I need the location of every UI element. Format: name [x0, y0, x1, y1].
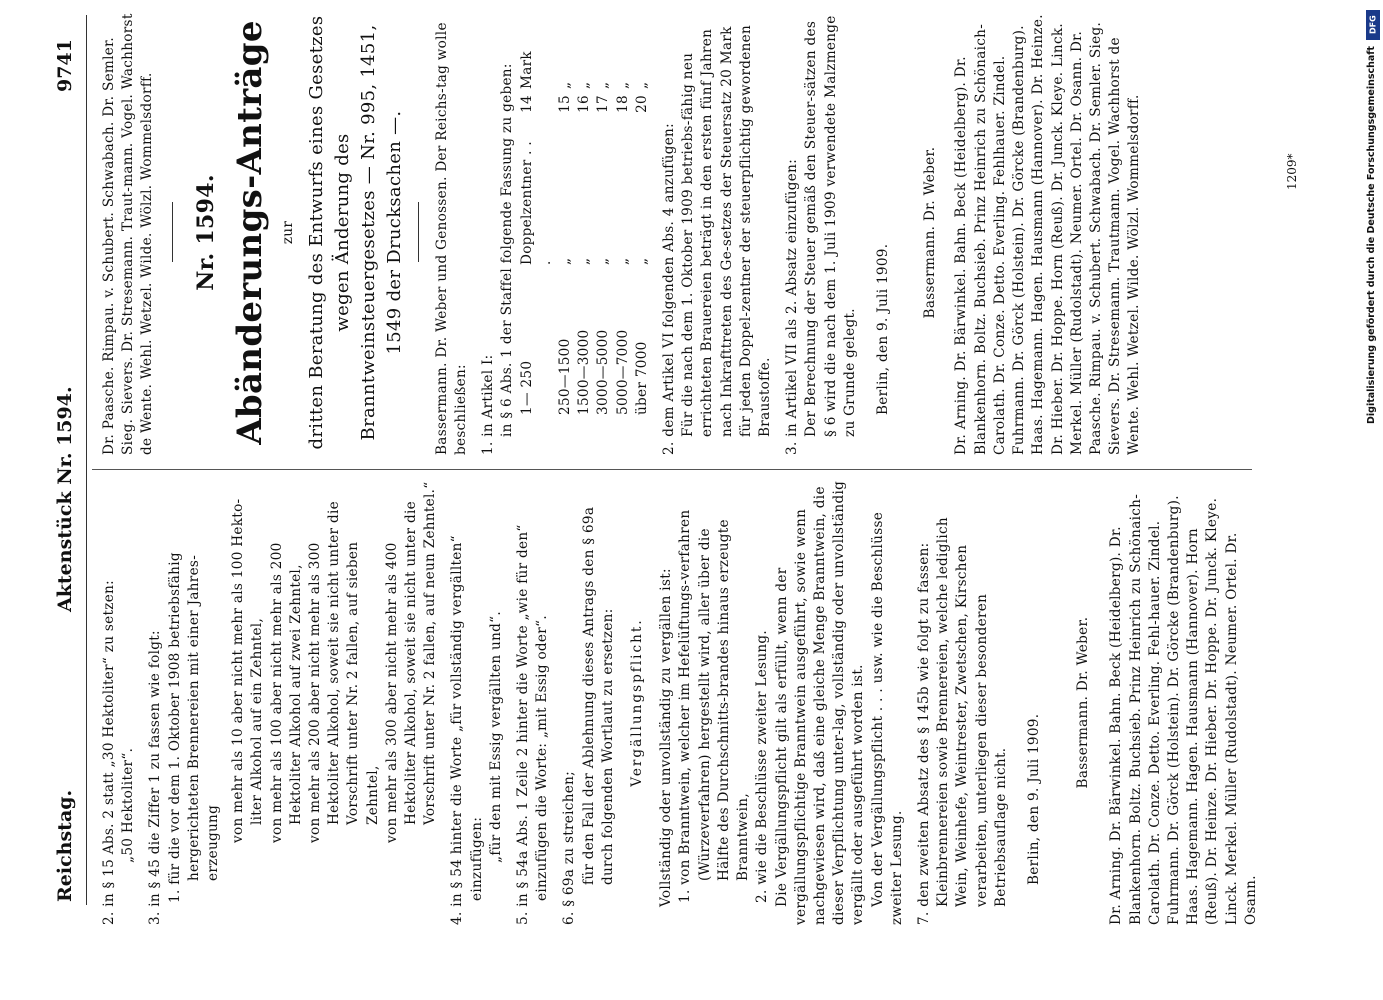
para-staffel-3: von mehr als 200 aber nicht mehr als 300 Hektoliter Alkohol, soweit sie nicht unter die Vorschrift unter Nr. 2 fallen, auf sieben Zehntel,	[307, 501, 381, 843]
footer-mark: 1209*	[1285, 153, 1299, 190]
staffel-unit: „	[557, 257, 574, 265]
staffel-currency: „	[614, 81, 631, 89]
para-item-6-alt: für den Fall der Ablehnung dieses Antrags den § 69a durch folgenden Wortlaut zu ersetzen:	[580, 506, 616, 885]
para-item-7: 7. den zweiten Absatz des § 145b wie folgt zu fassen:	[915, 542, 932, 925]
staffel-value: 20	[633, 95, 650, 113]
staffel-range: 3000—5000	[595, 329, 612, 415]
para-vergaellung-erfuellt: Die Vergällungspflicht gilt als erfüllt, wenn der vergällungspflichtige Branntwein ausgeführt, sowie wenn nachgewiesen wird, daß eine gleiche Menge Branntwein, die dieser Verpflichtung unter-lag, vollständig oder unvollständig vergällt oder ausgeführt worden ist.	[773, 480, 867, 925]
para-vergaellungspflicht-heading: Vergällungspflicht.	[629, 618, 646, 787]
article1-heading: 1. in Artikel I:	[480, 354, 497, 455]
staffel-range: 1— 250	[518, 360, 535, 415]
document-number: Nr. 1594.	[192, 174, 219, 291]
para-item-4-value: „für den mit Essig vergällten und“.	[487, 610, 504, 863]
para-vergaellung-intro: Vollständig oder unvollständig zu vergällen ist:	[658, 568, 675, 907]
staffel-value: 14	[518, 95, 535, 113]
article1-text: in § 6 Abs. 1 der Staffel folgende Fassung zu geben:	[499, 63, 516, 437]
left-column	[100, 480, 1261, 925]
right-column	[100, 10, 1145, 455]
staffel-row	[575, 10, 594, 455]
header-left: Reichstag.	[54, 789, 76, 902]
staffel-currency: „	[576, 81, 593, 89]
dfg-logo	[1366, 10, 1380, 40]
dfg-text: Digitalisierung gefördert durch die Deutsche Forschungsgemeinschaft	[1366, 46, 1377, 424]
motion-intro: Bassermann. Dr. Weber und Genossen. Der Reichs-tag wolle beschließen:	[433, 22, 470, 455]
right-signers: Dr. Arning. Dr. Bärwinkel. Bahn. Beck (Heidelberg). Dr. Blankenhorn. Boltz. Buchsieb. Prinz Heinrich zu Schönaich-Carolath. Dr. Conze. Detto. Everling. Fehlhauer. Zindel. Fuhrmann. Dr. Görck (Holstein). Dr. Görcke (Brandenburg). Haas. Hagemann. Hagen. Hausmann (Hannover). Dr. Heinze. Dr. Hieber. Dr. Hoppe. Horn (Reuß). Dr. Junck. Kleye. Linck. Merkel. Müller (Rudolstadt). Neumer. Ortel. Dr. Osann. Dr. Paasche. Rimpau. v. Schubert. Schwabach. Dr. Semler. Sieg. Sievers. Dr. Stresemann. Trautmann. Vogel. Wachhorst de Wente. Wehl. Wetzel. Wilde. Wölzl. Wommelsdorff.	[953, 14, 1143, 455]
para-item-2-value: „50 Hektoliter“.	[120, 747, 137, 863]
column-divider	[92, 469, 1252, 470]
para-vergaellung-1: 1. von Branntwein, welcher im Hefelüftungs-verfahren (Würzeverfahren) hergestellt wird, aller über die Hälfte des Durchschnitts-brandes hinaus erzeugte Branntwein,	[677, 509, 752, 903]
para-vergaellung-2: 2. wie die Beschlüsse zweiter Lesung.	[754, 629, 771, 903]
staffel-row	[614, 10, 633, 455]
staffel-row	[556, 10, 575, 455]
article6-text: Für die nach dem 1. Oktober 1909 betriebs-fähig neu errichteten Brauereien beträgt in den ersten fünf Jahren nach Inkrafttreten des Ge-setzes der Steuersatz 20 Mark für jeden Doppel-zentner der steuerpflichtig gewordenen Braustoffe.	[680, 24, 774, 437]
para-staffel-4: von mehr als 300 aber nicht mehr als 400 Hektoliter Alkohol, soweit sie nicht unter die Vorschrift unter Nr. 2 fallen, auf neun Zehntel.“	[383, 481, 439, 843]
document-title: Abänderungs-Anträge	[229, 20, 270, 445]
left-signers: Dr. Arning. Dr. Bärwinkel. Bahn. Beck (Heidelberg). Dr. Blankenhorn. Boltz. Buchsieb. Prinz Heinrich zu Schönaich-Carolath. Dr. Conze. Detto. Everling. Fehl-hauer. Zindel. Fuhrmann. Dr. Görck (Holstein). Dr. Görcke (Brandenburg). Haas. Hagemann. Hagen. Hausmann (Hannover). Horn (Reuß). Dr. Heinze. Dr. Hieber. Dr. Hoppe. Dr. Junck. Kleye. Linck. Merkel. Müller (Rudolstadt). Neumer. Ortel. Dr. Osann.	[1108, 493, 1259, 925]
rule-2	[418, 203, 419, 263]
page-number: 9741	[54, 39, 76, 92]
staffel-range: 5000—7000	[614, 329, 631, 415]
right-intro-signers: Dr. Paasche. Rimpau. v. Schubert. Schwabach. Dr. Semler. Sieg. Sievers. Dr. Stresemann. Traut-mann. Vogel. Wachhorst de Wente. Wehl. Wetzel. Wilde. Wölzl. Wommelsdorff.	[101, 13, 156, 455]
document-subtitle: dritten Beratung des Entwurfs eines Gesetzes wegen Änderung des Branntweinsteuergesetzes — Nr. 995, 1451, 1549 der Drucksachen —.	[305, 15, 405, 450]
article7-heading: 3. in Artikel VII als 2. Absatz einzufügen:	[784, 158, 801, 455]
staffel-value: 15	[557, 95, 574, 113]
right-signatures: Bassermann. Dr. Weber.	[922, 146, 939, 319]
page-header	[48, 12, 82, 912]
staffel-unit: „	[576, 257, 593, 265]
para-item-4: 4. in § 54 hinter die Worte „für vollständig vergällten“ einzufügen:	[449, 535, 485, 925]
staffel-range: über 7000	[633, 341, 650, 415]
staffel-value: 16	[576, 95, 593, 113]
staffel-row	[594, 10, 613, 455]
article7-text: Der Berechnung der Steuer gemäß den Steuer-sätzen des § 6 wird die nach dem 1. Juli 1909 verwendete Malzmenge zu Grunde gelegt.	[803, 15, 858, 437]
right-date: Berlin, den 9. Juli 1909.	[875, 243, 892, 415]
header-center: Aktenstück Nr. 1594.	[54, 386, 76, 612]
staffel-unit: Doppelzentner . . .	[518, 141, 554, 265]
para-item-7-text: Kleinbrennereien sowie Brennereien, welche lediglich Wein, Weinhefe, Weintrester, Zwetschen, Kirschen verarbeiten, unterliegen dieser besonderen Betriebsauflage nicht.	[935, 517, 1009, 907]
left-date: Berlin, den 9. Juli 1909.	[1025, 713, 1042, 885]
staffel-unit: „	[595, 257, 612, 265]
dfg-note	[1366, 10, 1380, 710]
rule-1	[172, 203, 173, 263]
para-staffel-1: von mehr als 10 aber nicht mehr als 100 Hekto-liter Alkohol auf ein Zehntel,	[230, 498, 266, 843]
para-item-3: 3. in § 45 die Ziffer 1 zu fassen wie folgt:	[147, 630, 164, 925]
staffel-value: 17	[595, 95, 612, 113]
staffel-unit: „	[633, 257, 650, 265]
left-signatures: Bassermann. Dr. Weber.	[1075, 616, 1092, 789]
staffel-currency: „	[595, 81, 612, 89]
dfg-logo-text: DFG	[1368, 15, 1378, 35]
staffel-range: 1500—3000	[576, 329, 593, 415]
staffel-table	[518, 10, 652, 455]
staffel-value: 18	[614, 95, 631, 113]
title-zur: zur	[279, 220, 296, 245]
para-item-6: 6. § 69a zu streichen;	[561, 770, 578, 925]
para-staffel-2: von mehr als 100 aber nicht mehr als 200 Hektoliter Alkohol auf zwei Zehntel,	[268, 542, 304, 843]
staffel-currency: „	[633, 81, 650, 89]
para-item-5: 5. in § 54a Abs. 1 Zeile 2 hinter die Worte „wie für den“ einzufügen die Worte: „mit Essig oder“.	[515, 524, 551, 925]
para-item-3-1: 1. für die vor dem 1. Oktober 1908 betriebsfähig hergerichteten Brennereien mit einer Jahres-erzeugung	[166, 552, 222, 903]
staffel-unit: „	[614, 257, 631, 265]
staffel-range: 250—1500	[557, 338, 574, 415]
para-item-2: 2. in § 15 Abs. 2 statt „30 Hektoliter“ zu setzen:	[101, 579, 117, 925]
staffel-currency: „	[557, 81, 574, 89]
header-rule	[86, 15, 87, 905]
staffel-currency: Mark	[518, 51, 535, 89]
para-vergaellung-ende: Von der Vergällungspflicht . . . usw. wie die Beschlüsse zweiter Lesung.	[869, 511, 905, 925]
staffel-row	[633, 10, 652, 455]
article6-heading: 2. dem Artikel VI folgenden Abs. 4 anzufügen:	[661, 123, 678, 455]
staffel-row	[518, 10, 556, 455]
